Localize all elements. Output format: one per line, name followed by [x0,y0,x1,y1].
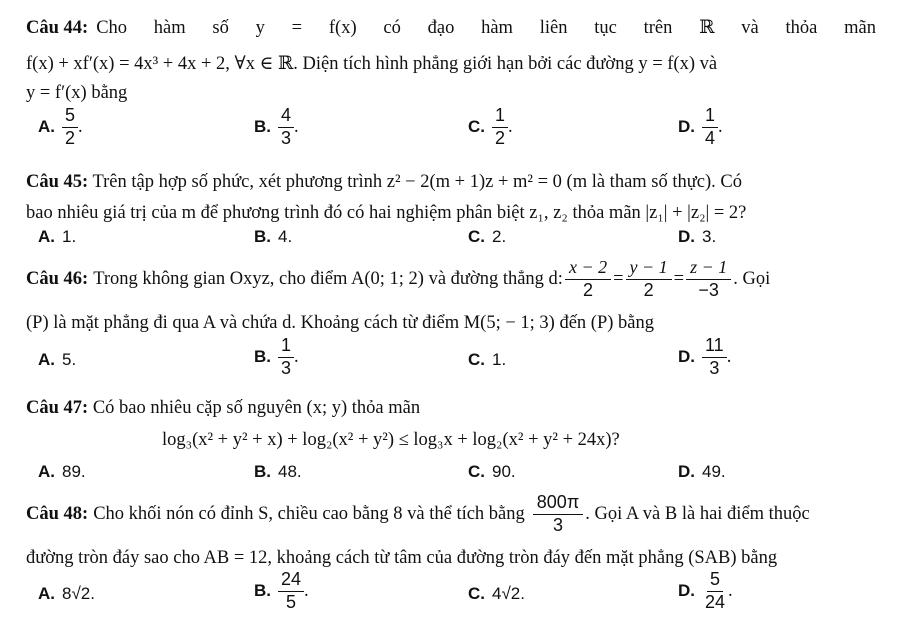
q44-text-line3: y = f′(x) bằng [26,83,128,103]
option-fraction: $\frac{5}{2}$ [62,106,78,149]
option-fraction: $\frac{5}{24}$ [705,569,726,612]
q45-line1 [26,172,742,193]
q46-option-b[interactable]: B. $\frac{1}{3}$ . [254,335,299,378]
q47-formula: log₃(x² + y² + x) + log₂(x² + y²) ≤ log₃x + log₂(x² + y² + 24x)? [162,430,620,450]
q45-option-c[interactable]: C. 2. [468,227,507,246]
q46-fraction-x: $\frac{x - 2}{2}$ [565,258,611,301]
q46-option-a[interactable]: A. 5. [38,350,77,369]
option-label: D. [678,581,695,601]
option-fraction: $\frac{24}{5}$ [278,570,304,613]
q48-option-a[interactable]: A. 8√2. [38,584,95,603]
q44-option-a[interactable]: A. $\frac{5}{2}$ . [38,105,83,148]
option-label: B. [254,227,271,246]
option-fraction: $\frac{1}{3}$ [278,336,294,379]
q47-option-b[interactable]: B. 48. [254,462,302,481]
q46-option-c[interactable]: C. 1. [468,350,507,369]
option-label: A. [38,350,55,369]
option-fraction: $\frac{11}{3}$ [702,336,727,379]
q46-fraction-y: $\frac{y - 1}{2}$ [626,258,672,301]
q46-label: Câu 46: [26,268,89,289]
option-label: B. [254,117,271,137]
q47-line1 [26,398,420,419]
option-label: B. [254,581,271,601]
q45-option-b[interactable]: B. 4. [254,227,293,246]
option-label: A. [38,117,55,137]
q48-text-line1: Cho khối nón có đỉnh S, chiều cao bằng 8 và thể tích bằng [93,503,525,524]
q48-option-c[interactable]: C. 4√2. [468,584,525,603]
q46-line1: Câu 46: Trong không gian Oxyz, cho điểm A(0; 1; 2) và đường thẳng d: $\frac{x - 2}{2}$ = $\frac{y - 1}{2}$ = $\frac{z - 1}{-3}$ . Gọi [26,257,771,300]
option-label: C. [468,227,485,246]
q48-option-b[interactable]: B. $\frac{24}{5}$ . [254,569,309,612]
q45-text-line1: Trên tập hợp số phức, xét phương trình z² − 2(m + 1)z + m² = 0 (m là tham số thực). Có [92,172,742,192]
q45-text-line2: bao nhiêu giá trị của m để phương trình đó có hai nghiệm phân biệt z₁, z₂ thỏa mãn |z₁| + |z₂| = 2? [26,203,747,223]
q47-label: Câu 47: [26,398,89,418]
q45-option-d[interactable]: D. 3. [678,227,717,246]
q44-option-d[interactable]: D. $\frac{1}{4}$ . [678,105,723,148]
q44-option-b[interactable]: B. $\frac{4}{3}$ . [254,105,299,148]
q44-option-c[interactable]: C. $\frac{1}{2}$ . [468,105,513,148]
q46-fraction-z: $\frac{z - 1}{-3}$ [686,258,731,301]
q44-line1 [26,18,876,39]
option-label: D. [678,227,695,246]
option-label: A. [38,584,55,603]
option-label: C. [468,462,485,481]
option-label: D. [678,462,695,481]
option-label: D. [678,117,695,137]
q47-option-c[interactable]: C. 90. [468,462,516,481]
option-label: B. [254,347,271,367]
option-label: B. [254,462,271,481]
q46-text-line2: (P) là mặt phẳng đi qua A và chứa d. Khoảng cách từ điểm M(5; − 1; 3) đến (P) bằng [26,313,654,333]
q46-text-line1: Trong không gian Oxyz, cho điểm A(0; 1; 2) và đường thẳng d: [93,268,563,289]
option-label: A. [38,462,55,481]
q44-label: Câu 44: [26,18,89,38]
option-fraction: $\frac{1}{2}$ [492,106,508,149]
q47-option-d[interactable]: D. 49. [678,462,726,481]
q47-option-a[interactable]: A. 89. [38,462,86,481]
q45-option-a[interactable]: A. 1. [38,227,77,246]
q47-text-line1: Có bao nhiêu cặp số nguyên (x; y) thỏa mãn [92,398,421,418]
q46-option-d[interactable]: D. $\frac{11}{3}$ . [678,335,732,378]
option-label: A. [38,227,55,246]
q44-text-line1: Cho hàm số y = f(x) có đạo hàm liên tục trên ℝ và thỏa mãn [96,18,876,38]
q45-label: Câu 45: [26,172,89,192]
q48-label: Câu 48: [26,503,89,524]
q44-text-line2: f(x) + xf′(x) = 4x³ + 4x + 2, ∀x ∈ ℝ. Diện tích hình phẳng giới hạn bởi các đường y = f(x) và [26,54,718,74]
q48-fraction-volume: $\frac{800\pi}{3}$ [533,493,583,536]
option-label: C. [468,350,485,369]
q48-option-d[interactable]: D. $\frac{5}{24}$ . [678,569,733,612]
option-label: C. [468,584,485,603]
option-fraction: $\frac{4}{3}$ [278,106,294,149]
q48-line1: Câu 48: Cho khối nón có đỉnh S, chiều cao bằng 8 và thể tích bằng $\frac{800\pi}{3}$ . Gọi A và B là hai điểm thuộc [26,492,810,535]
option-label: C. [468,117,485,137]
q48-text-line2: đường tròn đáy sao cho AB = 12, khoảng cách từ tâm của đường tròn đáy đến mặt phẳng (SAB) bằng [26,548,778,568]
option-label: D. [678,347,695,367]
option-fraction: $\frac{1}{4}$ [702,106,718,149]
